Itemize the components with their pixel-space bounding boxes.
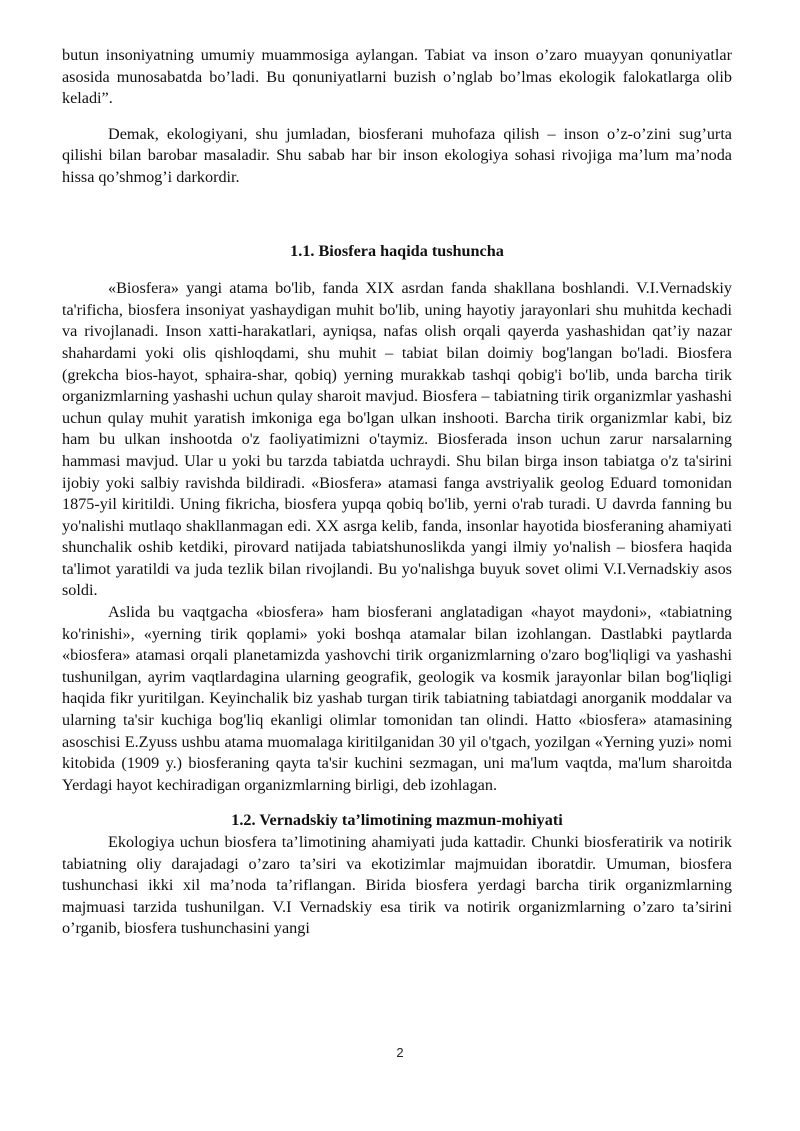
- section-heading-biosfera: 1.1. Biosfera haqida tushuncha: [290, 241, 504, 260]
- document-page: [62, 45, 732, 940]
- intro-paragraph: Demak, ekologiyani, shu jumladan, biosferani muhofaza qilish – inson o’z-o’zini sug’urta qilishi bilan barobar masaladir. Shu sabab har bir inson ekologiya sohasi rivojiga ma’lum ma’noda hissa qo’shmog’i darkordir.: [62, 124, 732, 186]
- section-1-paragraph-2: Aslida bu vaqtgacha «biosfera» ham biosferani anglatadigan «hayot maydoni», «tabiatning ko'rinishi», «yerning tirik qoplami» yoki boshqa atamalar bilan izohlangan. Dastlabki paytlarda «biosfera» atamasi orqali planetamizda yashovchi tirik organizmlarning o'zaro bog'liqligi va yashashi tushunilgan, ayrim vaqtlardagina ularning geografik, geologik va kosmik jarayonlar bilan bog'liqligi haqida fikr yuritilgan. Keyinchalik biz yashab turgan tirik tabiatning tabiatdagi anorganik moddalar va ularning ta'sir kuchiga bog'liq ekanligi olimlar tomonidan tan olindi. Hatto «biosfera» atamasining asoschisi E.Zyuss ushbu atama muomalaga kiritilganidan 30 yil o'tgach, yozilgan «Yerning yuzi» nomi kitobida (1909 y.) biosferaning qayta ta'sir kuchini sezmagan, uni ma'lum vaqtda, ma'lum sharoitda Yerdagi hayot kechiradigan organizmlarning birligi, deb izohlagan.: [62, 603, 732, 794]
- page-number: 2: [396, 1045, 404, 1060]
- section-2-paragraph-1: Ekologiya uchun biosfera ta’limotining ahamiyati juda kattadir. Chunki biosferatirik va notirik tabiatning oliy darajadagi o’zaro ta’siri va ekotizimlar majmuidan iboratdir. Umuman, biosfera tushunchasi ikki xil ma’noda ta’riflangan. Birida biosfera yerdagi barcha tirik organizmlarning majmuasi tarzida tushunilgan. V.I Vernadskiy esa tirik va notirik organizmlarning o’zaro ta’sirini o’rganib, biosfera tushunchasini yangi: [62, 833, 732, 938]
- intro-continuation-paragraph: butun insoniyatning umumiy muammosiga aylangan. Tabiat va inson o’zaro muayyan qonuniyatlar asosida munosabatda bo’ladi. Bu qonuniyatlarni buzish o’nglab bo’lmas ekologik falokatlarga olib keladi”.: [62, 46, 732, 108]
- section-1-paragraph-1: «Biosfera» yangi atama bo'lib, fanda XIX asrdan fanda shakllana boshlandi. V.I.Vernadskiy ta'rificha, biosfera insoniyat yashaydigan muhit bo'lib, uning hayotiy jarayonlari shu muhitda kechadi va rivojlanadi. Inson xatti-harakatlari, ayniqsa, nafas olish orqali qayerda yashashidan qat’iy nazar shahardami yoki olis qishloqdami, shu muhit – tabiat bilan doimiy bog'langan bo'ladi. Biosfera (grekcha bios-hayot, sphaira-shar, qobiq) yerning murakkab tashqi qobig'i bo'lib, unda barcha tirik organizmlarning yashashi uchun qulay sharoit mavjud. Biosfera – tabiatning tirik organizmlar yashashi uchun qulay muhit yaratish imkoniga ega bo'lgan ulkan inshooti. Barcha tirik organizmlar kabi, biz ham bu ulkan inshootda o'z faoliyatimizni o'taymiz. Biosferada inson uchun zarur narsalarning hammasi mavjud. Ular u yoki bu tarzda tabiatda uchraydi. Shu bilan birga inson tabiatga o'z ta'sirini ijobiy yoki salbiy ravishda bildiradi. «Biosfera» atamasi fanga avstriyalik geolog Eduard tomonidan 1875-yil kiritildi. Uning fikricha, biosfera yupqa qobiq bo'lib, yerni o'rab turadi. U davrda fanning bu yo'nalishi mutlaqo shakllanmagan edi. XX asrga kelib, fanda, insonlar hayotida biosferaning ahamiyati shunchalik oshib ketdiki, pirovard natijada tabiatshunoslikda yangi ilmiy yo'nalish – biosfera haqida ta'limot yaratildi va juda tezlik bilan rivojlandi. Bu yo'nalishga buyuk sovet olimi V.I.Vernadskiy asos soldi.: [62, 279, 732, 600]
- section-heading-vernadskiy: 1.2. Vernadskiy ta’limotining mazmun-mohiyati: [231, 811, 563, 830]
